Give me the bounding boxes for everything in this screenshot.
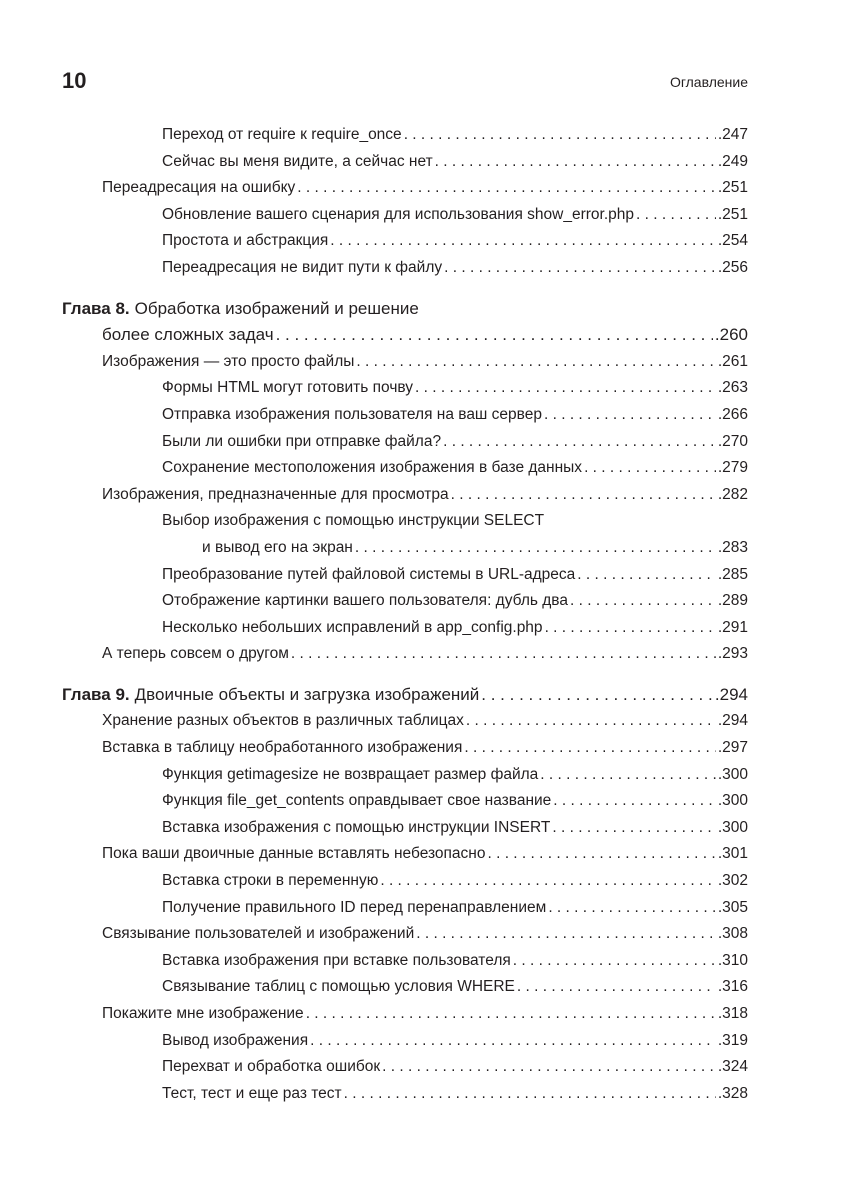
toc-chapter-entry	[62, 296, 748, 323]
toc-entry-title: Простота и абстракция	[162, 232, 329, 250]
toc-entry	[62, 149, 748, 176]
toc-page-number: .247	[717, 126, 748, 143]
toc-page-number: .283	[717, 538, 748, 556]
toc-entry	[62, 175, 748, 202]
toc-entry	[62, 974, 748, 1001]
toc-entry-title: Связывание таблиц с помощью условия WHERE	[162, 978, 515, 996]
toc-page-number: .251	[717, 179, 748, 197]
toc-entry-title: Перехват и обработка ошибок	[162, 1058, 381, 1076]
toc-entry	[62, 482, 748, 509]
toc-entry-title: Изображения, предназначенные для просмотра	[102, 485, 449, 503]
running-head: Оглавление	[669, 74, 748, 90]
toc-page-number: .302	[717, 872, 748, 890]
toc-page-number: .300	[717, 818, 748, 836]
toc-page-number: .254	[717, 232, 748, 250]
toc-page-number: .251	[717, 205, 748, 223]
dot-leader	[355, 535, 716, 562]
toc-page-number: .319	[717, 1031, 748, 1049]
toc-entry-title: Формы HTML могут готовить почву	[162, 379, 414, 397]
toc-page-number: .294	[714, 684, 748, 704]
toc-entry-title: Покажите мне изображение	[102, 1005, 304, 1022]
toc-entry	[62, 402, 748, 429]
toc-entry	[62, 588, 748, 615]
toc-entry	[62, 815, 748, 842]
toc-entry	[62, 122, 748, 149]
toc-entry-title: Вставка изображения с помощью инструкции INSERT	[162, 818, 551, 836]
toc-entry-title: Вывод изображения	[162, 1031, 309, 1049]
toc-entry-title: Двоичные объекты и загрузка изображений	[134, 684, 480, 704]
toc-page-number: .279	[717, 459, 748, 477]
page-number: 10	[62, 68, 87, 93]
toc-page-number: .318	[717, 1005, 748, 1022]
toc-entry	[62, 615, 748, 642]
toc-entry	[62, 255, 748, 282]
toc-entry-title: более сложных задач	[102, 325, 274, 345]
toc-entry	[62, 1054, 748, 1081]
toc-entry-title: Отображение картинки вашего пользователя: дубль два	[162, 592, 568, 610]
dot-leader	[544, 402, 716, 429]
toc-entry-title: Переход от require к require_once	[162, 126, 402, 143]
toc-entry-title: А теперь совсем о другом	[102, 645, 289, 663]
toc-entry	[62, 535, 748, 562]
dot-leader	[584, 455, 716, 482]
toc-entry	[62, 1028, 748, 1055]
toc-page-number: .266	[717, 405, 748, 423]
toc-page-number: .263	[717, 379, 748, 397]
dot-leader	[481, 682, 713, 709]
toc-page-number: .282	[717, 485, 748, 503]
toc-page-number: .300	[717, 792, 748, 810]
toc-page-number: .289	[717, 592, 748, 610]
toc-page-number: .270	[717, 432, 748, 450]
dot-leader	[636, 202, 716, 229]
toc-entry-title: Тест, тест и еще раз тест	[162, 1084, 342, 1102]
toc-entry	[62, 762, 748, 789]
dot-leader	[451, 482, 716, 509]
toc-page-number: .324	[717, 1058, 748, 1076]
dot-leader	[356, 349, 715, 376]
toc-entry-title: Переадресация не видит пути к файлу	[162, 258, 443, 276]
toc-page-number: .256	[717, 258, 748, 276]
chapter-label: Глава 9.	[62, 684, 130, 704]
dot-leader	[291, 641, 716, 668]
dot-leader	[513, 948, 716, 975]
toc-entry	[62, 841, 748, 868]
dot-leader	[310, 1028, 716, 1055]
toc-entry-title: Получение правильного ID перед перенаправлением	[162, 898, 547, 916]
toc-entry-title: Вставка строки в переменную	[162, 872, 379, 890]
dot-leader	[380, 868, 716, 895]
toc-entry-title: Функция file_get_contents оправдывает свое название	[162, 792, 552, 810]
toc-entry-title: Хранение разных объектов в различных таблицах	[102, 712, 464, 730]
dot-leader	[487, 841, 715, 868]
toc-page-number: .291	[717, 618, 748, 636]
toc-entry-title: Функция getimagesize не возвращает размер файла	[162, 765, 539, 783]
chapter-label: Глава 8.	[62, 298, 130, 318]
toc-entry	[62, 868, 748, 895]
dot-leader	[577, 562, 716, 589]
dot-leader	[330, 228, 716, 255]
toc-entry-title: Изображения — это просто файлы	[102, 352, 355, 370]
toc-entry-title: Пока ваши двоичные данные вставлять небезопасно	[102, 845, 486, 863]
toc-page-number: .293	[717, 645, 748, 663]
toc-entry	[62, 948, 748, 975]
dot-leader	[306, 1001, 716, 1028]
toc-entry	[62, 735, 748, 762]
toc-page-number: .305	[717, 898, 748, 916]
toc-entry-title: Вставка изображения при вставке пользователя	[162, 951, 511, 969]
toc-page-number: .328	[717, 1084, 748, 1102]
toc-entry	[62, 562, 748, 589]
toc-entry-title: Выбор изображения с помощью инструкции SELECT	[162, 512, 545, 530]
toc-page-number: .316	[717, 978, 748, 996]
dot-leader	[416, 921, 716, 948]
toc-entry	[62, 641, 748, 668]
toc-page-number: .294	[717, 712, 748, 730]
toc-chapter-entry	[62, 682, 748, 709]
dot-leader	[553, 788, 716, 815]
dot-leader	[545, 615, 716, 642]
toc-entry	[62, 429, 748, 456]
dot-leader	[540, 762, 716, 789]
toc-entry-title: Сохранение местоположения изображения в базе данных	[162, 459, 583, 477]
toc-entry-title: Несколько небольших исправлений в app_config.php	[162, 618, 543, 636]
dot-leader	[466, 708, 716, 735]
toc-entry-title: Были ли ошибки при отправке файла?	[162, 432, 442, 450]
toc-page-number: .285	[717, 565, 748, 583]
dot-leader	[382, 1054, 716, 1081]
toc-entry	[62, 508, 748, 535]
dot-leader	[443, 429, 716, 456]
toc-entry	[62, 1001, 748, 1028]
toc-page-number: .310	[717, 951, 748, 969]
dot-leader	[548, 895, 716, 922]
toc-entry-title: Отправка изображения пользователя на ваш сервер	[162, 405, 542, 423]
toc-entry	[62, 349, 748, 376]
dot-leader	[552, 815, 715, 842]
toc-entry-title: Вставка в таблицу необработанного изображения	[102, 739, 463, 757]
dot-leader	[517, 974, 716, 1001]
toc-entry-title: Обработка изображений и решение	[134, 298, 419, 318]
toc-page-number: .261	[717, 352, 748, 370]
toc-entry-title: Переадресация на ошибку	[102, 179, 296, 197]
toc-page-number: .301	[717, 845, 748, 863]
toc-entry	[62, 375, 748, 402]
dot-leader	[435, 149, 716, 176]
dot-leader	[464, 735, 715, 762]
dot-leader	[344, 1081, 716, 1108]
dot-leader	[404, 122, 716, 149]
toc-page-number: .297	[717, 739, 748, 757]
dot-leader	[570, 588, 716, 615]
toc-entry-title: Обновление вашего сценария для использования show_error.php	[162, 205, 634, 223]
dot-leader	[297, 175, 716, 202]
toc-entry	[62, 228, 748, 255]
toc-entry	[62, 708, 748, 735]
dot-leader	[276, 322, 713, 349]
dot-leader	[444, 255, 716, 282]
toc-entry	[62, 788, 748, 815]
toc-entry-title: Связывание пользователей и изображений	[102, 925, 415, 943]
table-of-contents	[62, 122, 748, 1107]
toc-entry-title: и вывод его на экран	[202, 538, 353, 556]
toc-entry-title: Преобразование путей файловой системы в URL-адреса	[162, 565, 576, 583]
toc-page-number: .308	[717, 925, 748, 943]
toc-page-number: .249	[717, 152, 748, 170]
toc-entry-title: Сейчас вы меня видите, а сейчас нет	[162, 152, 433, 170]
toc-page-number: .300	[717, 765, 748, 783]
toc-entry	[62, 921, 748, 948]
toc-entry	[62, 455, 748, 482]
toc-entry	[62, 1081, 748, 1108]
toc-page-number: .260	[714, 325, 748, 345]
dot-leader	[415, 375, 716, 402]
toc-entry	[62, 895, 748, 922]
toc-entry	[62, 322, 748, 349]
toc-entry	[62, 202, 748, 229]
